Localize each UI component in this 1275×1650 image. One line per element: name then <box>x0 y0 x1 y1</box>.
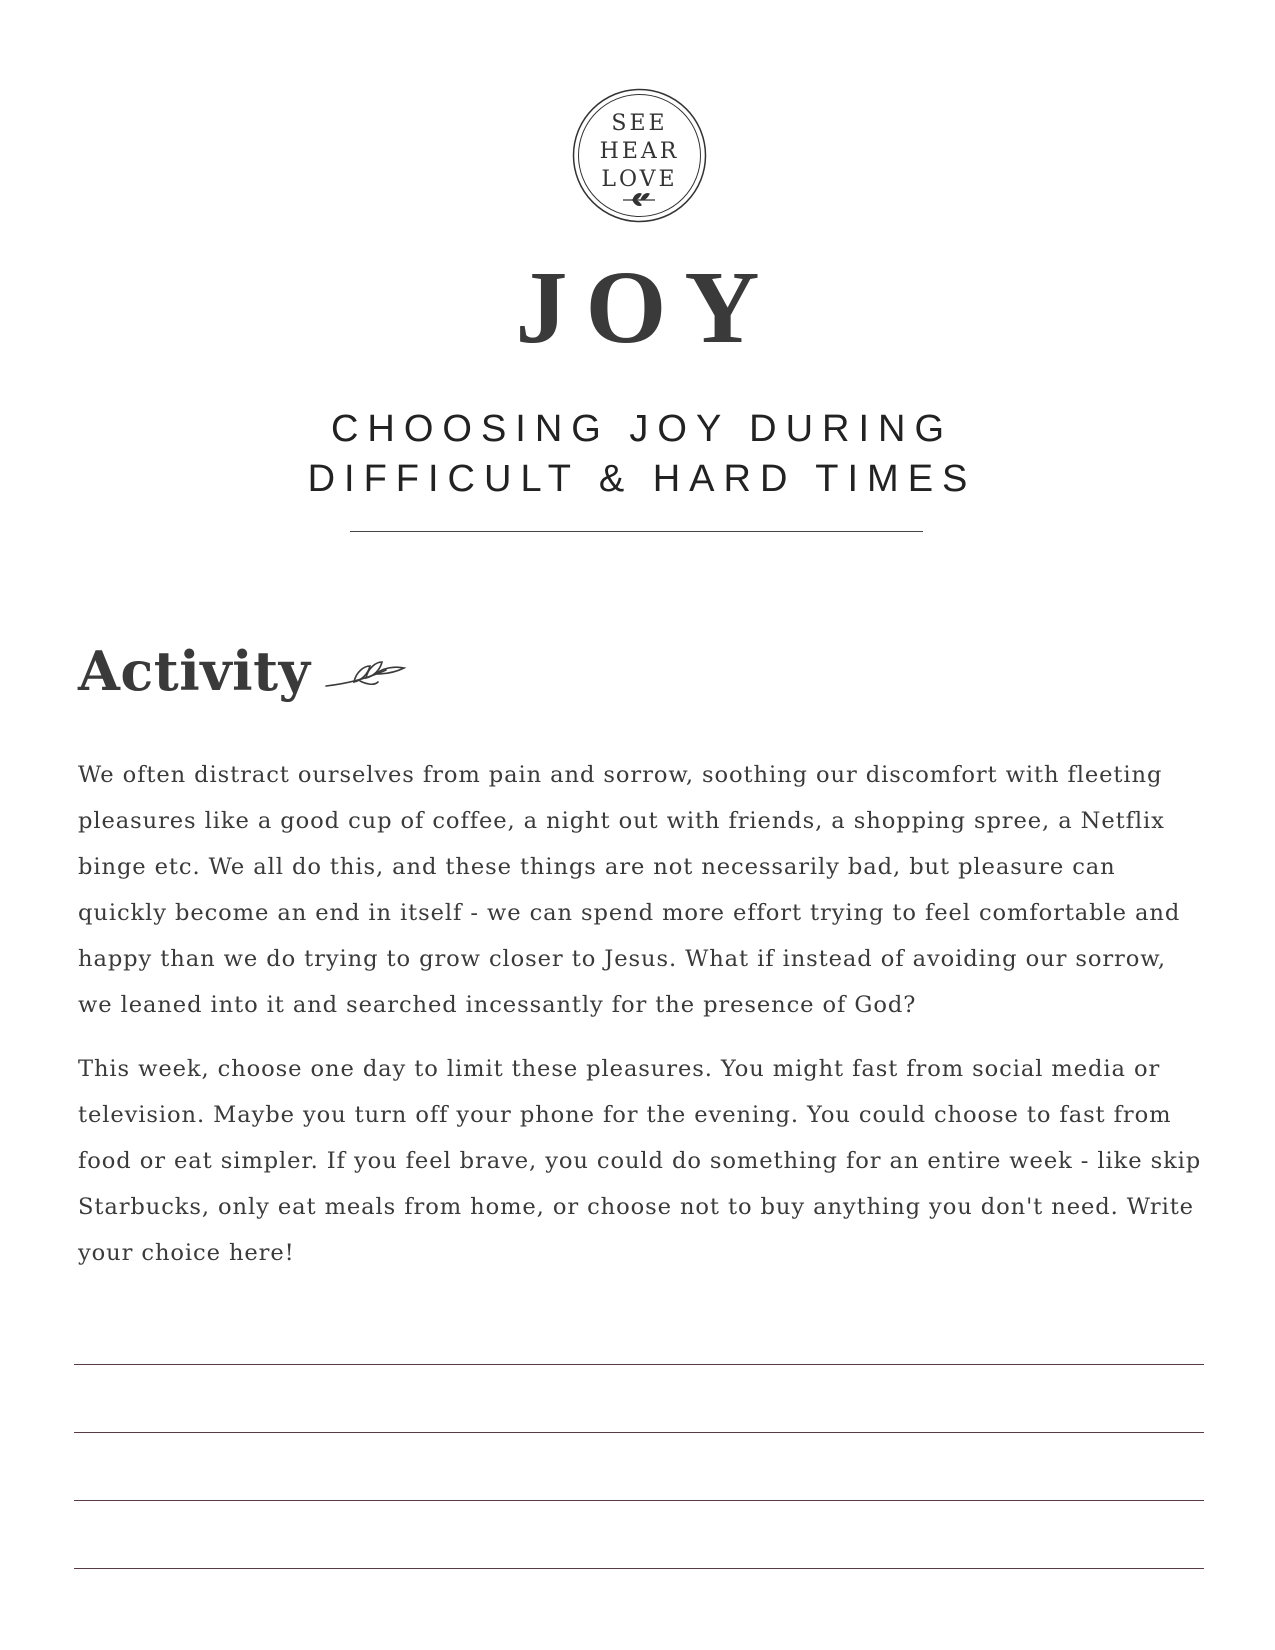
sprig-icon <box>324 656 410 696</box>
paragraph-intro: We often distract ourselves from pain and sorrow, soothing our discomfort with fleeting pleasures like a good cup of coffee, a night out with friends, a shopping spree, a Netflix binge etc. We all do this, and these things are not necessarily bad, but pleasure can quickly become an end in itself - we can spend more effort trying to feel comfortable and happy than we do trying to grow closer to Jesus. What if instead of avoiding our sorrow, we leaned into it and searched incessantly for the presence of God? <box>78 762 1181 1018</box>
subtitle-line-1: CHOOSING JOY DURING <box>330 408 954 450</box>
logo-sprig-icon <box>623 194 655 206</box>
logo-word-see: SEE <box>611 111 668 136</box>
writing-line[interactable] <box>74 1500 1204 1501</box>
page-subtitle <box>0 404 1275 504</box>
title-divider <box>350 531 923 532</box>
logo-word-love: LOVE <box>601 167 678 192</box>
writing-area[interactable] <box>74 1364 1204 1636</box>
page-title: JOY <box>515 250 778 365</box>
writing-line[interactable] <box>74 1568 1204 1569</box>
section-title: Activity <box>78 639 311 703</box>
writing-line[interactable] <box>74 1364 1204 1365</box>
writing-line[interactable] <box>74 1432 1204 1433</box>
paragraph-instructions: This week, choose one day to limit these pleasures. You might fast from social media or television. Maybe you turn off your phone for the evening. You could choose to fast from food or eat simpler. If you feel brave, you could do something for an entire week - like skip Starbucks, only eat meals from home, or choose not to buy anything you don't need. Write your choice here! <box>78 1056 1202 1266</box>
see-hear-love-logo <box>572 88 707 223</box>
activity-body <box>78 752 1208 1294</box>
subtitle-line-2: DIFFICULT & HARD TIMES <box>307 458 977 500</box>
logo-word-hear: HEAR <box>599 139 680 164</box>
logo-text <box>572 110 707 194</box>
activity-heading <box>78 636 410 706</box>
